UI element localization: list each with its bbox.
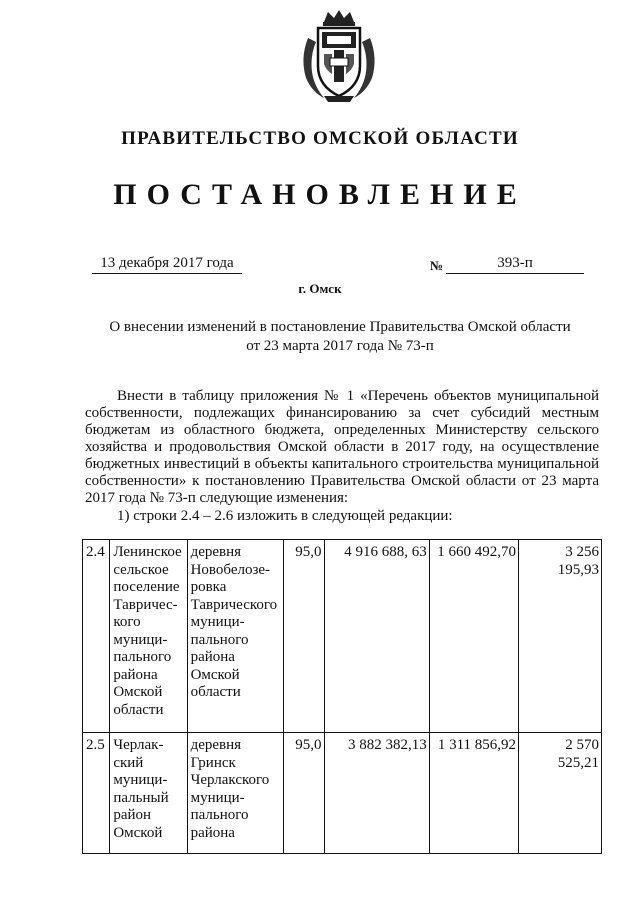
amendment-table: [82, 539, 602, 854]
table-row: [83, 540, 602, 733]
settlement-cell-line: района: [113, 666, 158, 683]
total-amount-cell: 4 916 688, 63: [324, 540, 429, 733]
object-cell-line: ровка: [190, 579, 227, 595]
settlement-cell-line: пального: [113, 649, 172, 665]
object-cell-line: деревня: [190, 737, 242, 753]
settlement-cell-line: Тавричес-: [113, 596, 178, 613]
settlement-cell-line: области: [113, 701, 164, 718]
settlement-cell-line: Ленинское: [113, 544, 182, 560]
body-paragraph: 1) строки 2.4 – 2.6 изложить в следующей редакции:: [117, 508, 453, 524]
settlement-cell-line: сельское: [113, 561, 169, 578]
settlement-cell-line: кого: [113, 614, 141, 630]
city-name: г. Омск: [298, 281, 342, 296]
settlement-cell-line: район: [113, 807, 152, 823]
percent-cell: 95,0: [284, 733, 324, 854]
object-cell-line: Новобелозе-: [190, 561, 271, 578]
object-cell-line: Таврического: [190, 596, 278, 613]
object-cell-line: пального: [190, 631, 249, 648]
subject-line: от 23 марта 2017 года № 73-п: [246, 338, 434, 354]
row-number-cell: 2.4: [83, 540, 110, 733]
object-cell: [187, 540, 284, 733]
omsk-coat-of-arms-icon: [294, 8, 384, 104]
object-cell-line: муници-: [190, 614, 245, 630]
document-date: 13 декабря 2017 года: [92, 255, 242, 274]
settlement-cell-line: Омской: [113, 824, 163, 841]
object-cell: [187, 733, 284, 854]
settlement-cell-line: ский: [113, 754, 144, 771]
object-cell-line: деревня: [190, 544, 242, 560]
settlement-cell-line: Омской: [113, 684, 163, 700]
regional-amount-cell: 1 660 492,70: [429, 540, 518, 733]
document-subject: [70, 318, 610, 356]
object-cell-line: муници-: [190, 789, 245, 806]
settlement-cell-line: муници-: [113, 631, 168, 648]
document-number: 393-п: [446, 255, 584, 274]
object-cell-line: Черлакского: [190, 772, 270, 788]
object-cell-line: пального: [190, 807, 249, 823]
number-label: №: [430, 258, 444, 273]
regional-amount-cell: 1 311 856,92: [429, 733, 518, 854]
body-paragraph: Внести в таблицу приложения № 1 «Перечень объектов муниципальной собственности, подлежащих финансированию за счет субсидий местным бюджетам из областного бюджета, определенных Министерству сельского хозяйства и продовольствия Омской области в 2017 году, на осуществление бюджетных инвестиций в объекты капитального строительства муниципальной собственности» к постановлению Правительства Омской области от 23 марта 2017 года № 73-п следующие изменения:: [85, 388, 599, 506]
document-type-title: ПОСТАНОВЛЕНИЕ: [113, 178, 527, 211]
table-row: [83, 733, 602, 854]
subject-line: О внесении изменений в постановление Правительства Омской области: [109, 319, 571, 335]
other-amount-cell: 2 570 525,21: [519, 733, 602, 854]
object-cell-line: области: [190, 684, 241, 700]
total-amount-cell: 3 882 382,13: [324, 733, 429, 854]
settlement-cell: [110, 733, 187, 854]
object-cell-line: района: [190, 824, 235, 841]
other-amount-cell: 3 256 195,93: [519, 540, 602, 733]
percent-cell: 95,0: [284, 540, 324, 733]
row-number-cell: 2.5: [83, 733, 110, 854]
object-cell-line: района: [190, 649, 235, 665]
object-cell-line: Гринск: [190, 754, 236, 771]
organization-title: ПРАВИТЕЛЬСТВО ОМСКОЙ ОБЛАСТИ: [121, 128, 519, 149]
settlement-cell-line: поселение: [113, 579, 180, 595]
settlement-cell-line: пальный: [113, 789, 169, 806]
settlement-cell-line: Черлак-: [113, 737, 164, 753]
settlement-cell: [110, 540, 187, 733]
document-body: [85, 388, 599, 525]
object-cell-line: Омской: [190, 666, 240, 683]
settlement-cell-line: муници-: [113, 772, 168, 788]
